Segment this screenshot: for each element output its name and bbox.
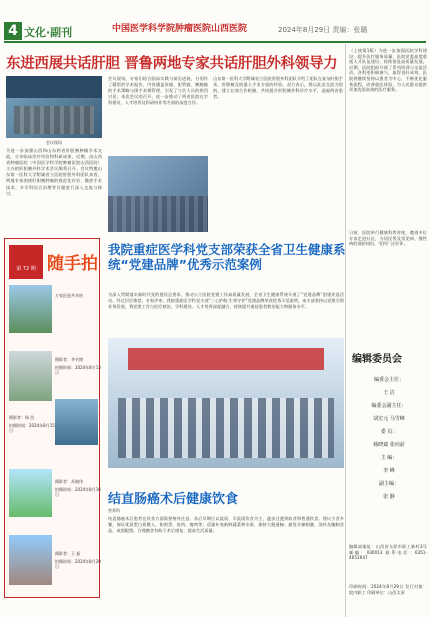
diet-author: 营养科 [108, 508, 120, 513]
lead-photo-caption: 会议现场 [46, 140, 62, 145]
feature-photo-3 [55, 399, 98, 445]
header-rule [4, 41, 426, 43]
print-info: 印刷时间：2024年8月29日 发行对象：院内职工 印刷单位：山西太原 [349, 584, 427, 595]
feature-caption-4: 摄影者：苏晓伟 [55, 479, 83, 484]
diet-body: 结直肠癌术后患者在饮食方面需要格外注意。术后早期应以流质、半流质饮食为主，逐步过渡到软食和普通饮食。建议少食多餐，保证优质蛋白质摄入，如鸡蛋、鱼肉、瘦肉等；适量补充新鲜蔬菜和水果，保持大便通畅；避免辛辣刺激、油炸及腌制食品，戒烟限酒。合理膳食有助于术后康复，提高生活质量。 [108, 516, 344, 534]
editorial-line: 编委会副主任： [371, 403, 407, 409]
feature-photo-2 [9, 351, 52, 401]
feature-date-4: 拍摄时间：2024年8月20日 [55, 559, 101, 569]
feature-caption-1: 万家医患共享的 [55, 293, 83, 298]
editorial-line: 杨晓斌 张向前 [373, 442, 405, 448]
feature-title: 随手拍 [47, 254, 98, 274]
lead-headline: 东进西展共话肝胆 晋鲁两地专家共话肝胆外科领导力 [6, 56, 338, 72]
contact-info: 编辑部地址：山西省太原市职工新村3号 邮编：030013 联系电话：0351-4651647 [349, 544, 427, 561]
issue-date: 2024年8月29日 责编：张璐 [278, 26, 368, 34]
section-title: 文化·副刊 [24, 26, 73, 39]
sidebar-text-2: 日前，医院举行健康科普讲座，邀请多位专家走进社区，为居民普及常见病、慢性病的预防知识，受到广泛好评。 [349, 230, 427, 247]
diet-headline: 结直肠癌术后健康饮食 [108, 492, 239, 507]
lead-body-col1: 为进一步加强山西和山东两省肝胆胰肿瘤学术交流，分享临床诊疗经验和科研成果，近期，由山西省肿瘤医院（中国医学科学院肿瘤医院山西医院）主办的肝胆胰外科学术会议顺利召开。会议特邀山东第一医科大学附属省立医院肝胆外科团队来晋，两地专家围绕肝胆胰肿瘤的规范化诊治、微创手术技术、多学科综合治理等议题进行深入交流与探讨。 [6, 148, 102, 196]
newspaper-banner: 中国医学科学院肿瘤医院山西医院 [112, 24, 248, 34]
lead-photo-2 [108, 156, 208, 232]
feature-photo-5 [9, 535, 52, 585]
editorial-line: 主 编： [380, 455, 398, 461]
feature-date-2: 拍摄时间：2024年8月15日 [9, 423, 55, 433]
feature-date-3: 拍摄时间：2024年8月16日 [55, 487, 101, 497]
feature-caption-2: 摄影者：李书博 [55, 357, 83, 362]
editorial-line: 李 峰 [383, 468, 395, 474]
lead-body-col2: 会议现场，专家们结合临床实践与前沿进展，分别作了精彩的学术报告，内容涵盖肝癌、胆管癌、胰腺癌的手术策略与围手术期管理，引发了与会人员的热烈讨论。本次会议的召开，进一步推动了两省医院在学科建设、人才培养及科研协作等方面的深度合作。 [108, 76, 208, 106]
editorial-line: 胡宏元 马雪峰 [373, 416, 405, 422]
editorial-board [352, 374, 426, 504]
page-number: 4 [4, 22, 22, 40]
sidebar-column [345, 44, 428, 617]
editorial-line: 张 静 [383, 494, 395, 500]
editorial-line: 副主编： [378, 481, 399, 487]
lead-body-col3: 山东第一医科大学附属省立医院肝胆外科团队介绍了团队在复杂肝胆手术、肝移植及机器人手术方面的经验。双方表示，将以此次交流为契机，建立长效合作机制，共同提升肝胆胰外科诊疗水平，造福两省患者。 [213, 76, 343, 100]
feature-photo-1 [9, 285, 52, 333]
sidebar-text-1: （上接第1版）为进一步加强医院学科建设，提升医疗服务质量，医院党委高度重视人才队伍建设，持续推进高质量发展。近期，医院组织开展了系列培训与交流活动，各科室积极参与，取得良好成效。医院将继续坚持以患者为中心，不断优化服务流程，改善就医体验，为人民群众提供更加优质高效的医疗服务。 [349, 48, 427, 93]
feature-photo-4 [9, 469, 52, 517]
feature-caption-3: 摄影者：杨 浩 [9, 415, 35, 420]
editorial-line: 王 洁 [383, 390, 395, 396]
party-brand-headline: 我院重症医学科党支部荣获全省卫生健康系统“党建品牌”优秀示范案例 [108, 242, 346, 272]
editorial-line: 委 员： [380, 429, 398, 435]
photo-feature-box [4, 238, 100, 598]
feature-date-1: 拍摄时间：2024年8月13日 [55, 365, 101, 375]
editorial-board-title: 编辑委员会 [352, 354, 402, 365]
feature-caption-5: 摄影者：王 磊 [55, 551, 81, 556]
party-brand-body: 为深入贯彻落实新时代党的建设总要求，推动公立医院党建工作高质量发展，全省卫生健康系统开展了“党建品牌”创建评选活动。经过层层推荐、专家评审，我院重症医学科党支部“三心护航·生命守护”党建品牌荣获优秀示范案例。该支部坚持以党建引领业务发展，将党建工作与医疗救治、学科建设、人才培养深度融合，持续提升重症患者救治能力和服务水平。 [108, 292, 344, 310]
party-brand-photo [108, 338, 344, 468]
lead-photo [6, 76, 102, 138]
feature-badge: 第 72 期 [9, 245, 43, 279]
page-header [0, 0, 430, 44]
editorial-line: 编委会主任： [373, 377, 404, 383]
